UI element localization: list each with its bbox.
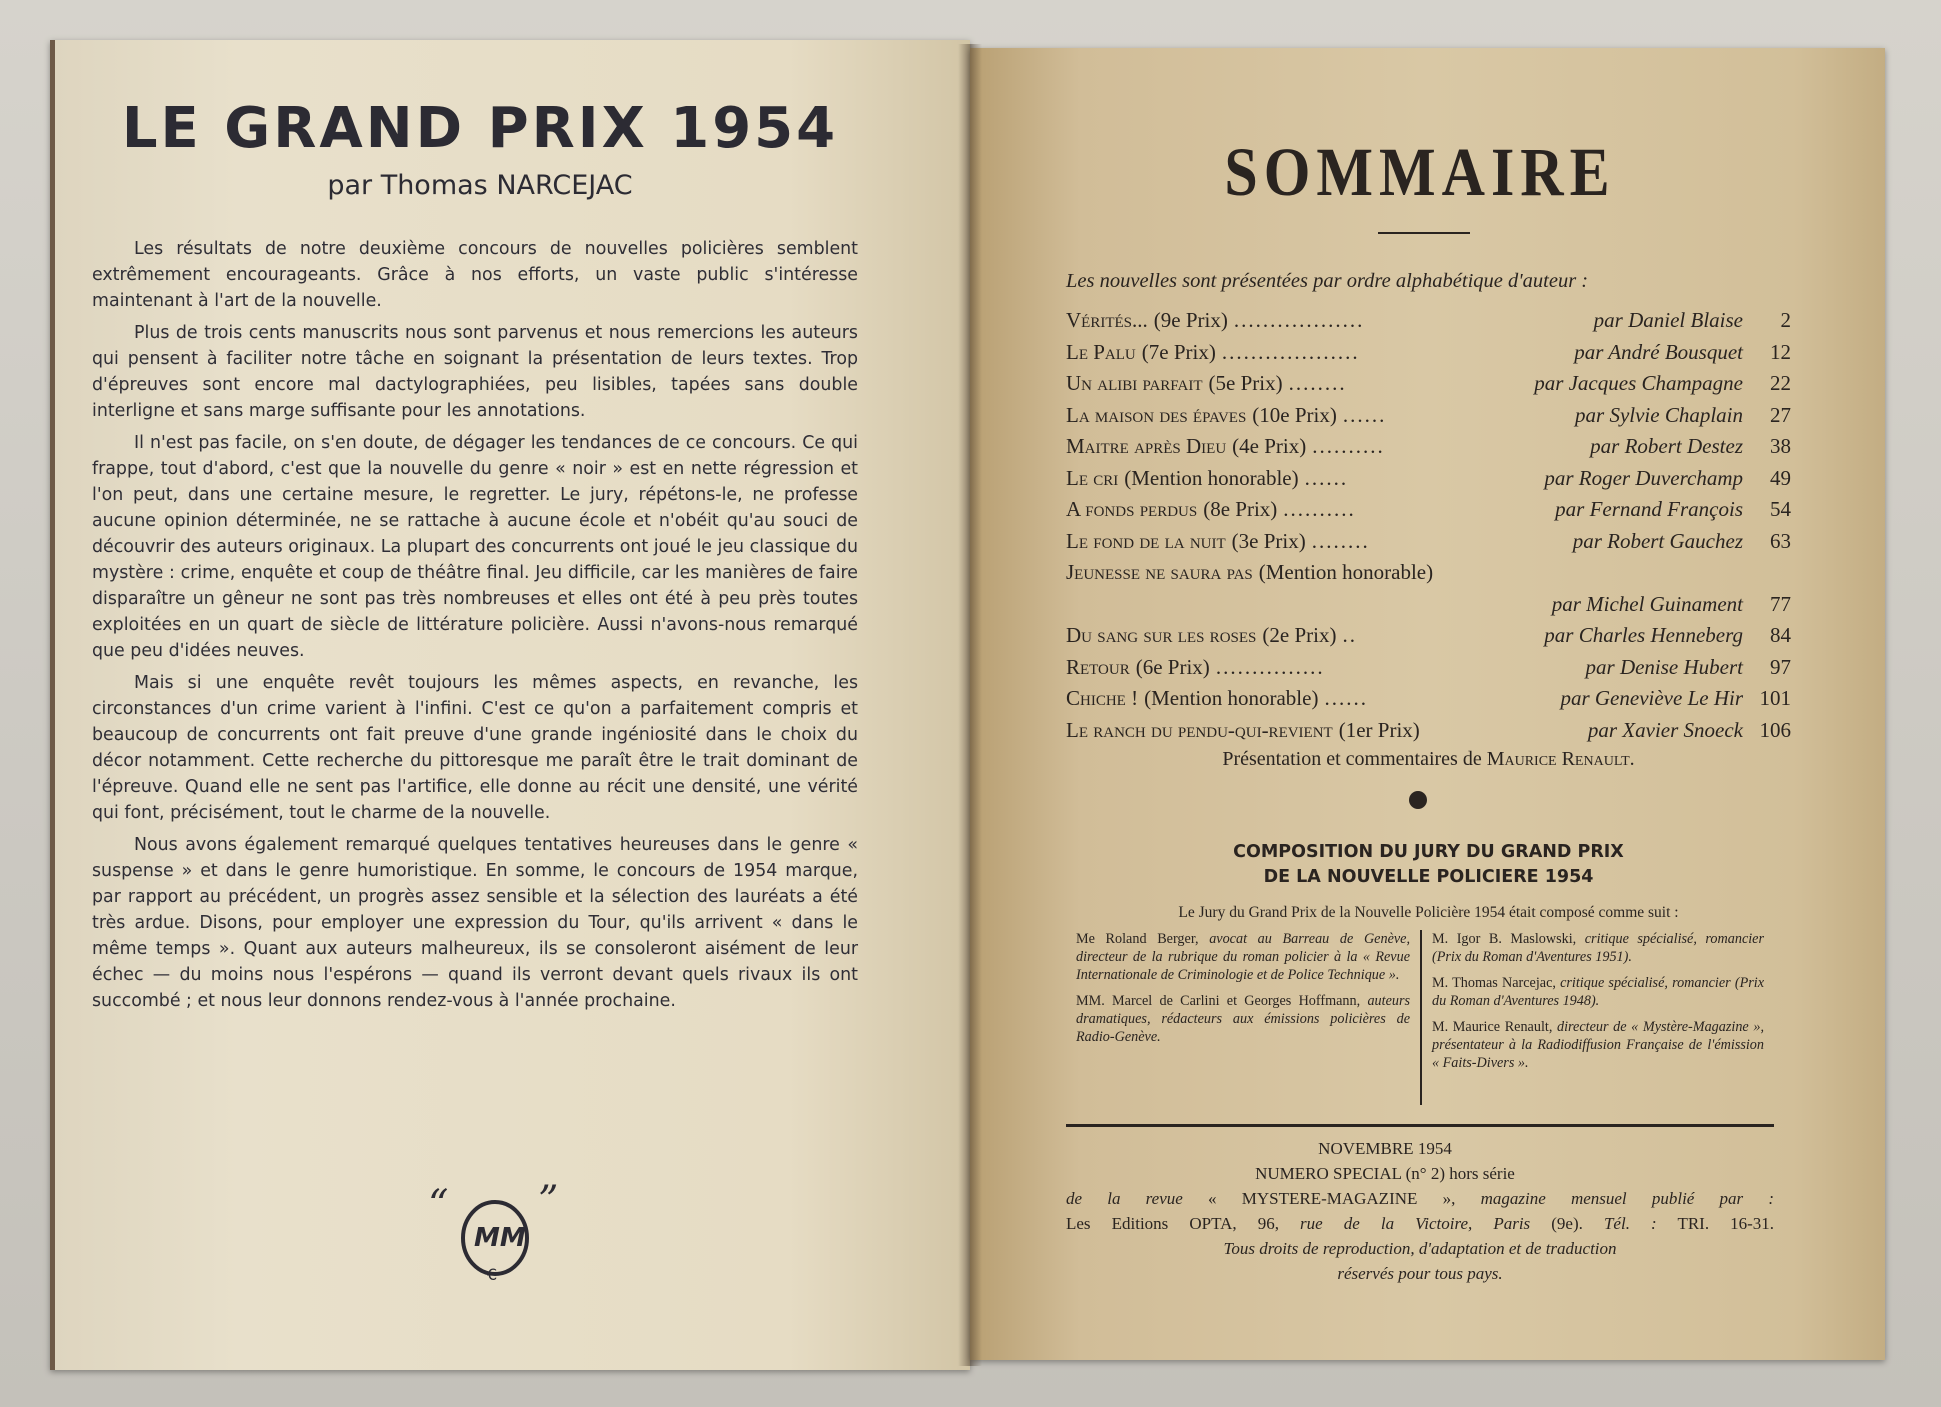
toc-row: Vérités... (9e Prix) .................. par Daniel Blaise 2 <box>1066 308 1791 332</box>
left-page-body <box>92 236 858 1020</box>
issue-number: NUMERO SPECIAL (n° 2) hors série <box>1255 1164 1515 1183</box>
title-divider <box>1378 232 1470 234</box>
jury-member: Me Roland Berger, avocat au Barreau de Genève, directeur de la rubrique du roman policier à la « Revue Internationale de Criminologie et de Police Technique ». <box>1076 931 1411 983</box>
toc-row: Retour (6e Prix) ............... par Denise Hubert 97 <box>1066 654 1791 679</box>
jury-column-right <box>1420 930 1774 1105</box>
jury-column-left <box>1066 930 1420 1105</box>
right-page-title: SOMMAIRE <box>1224 133 1616 210</box>
toc-row: Le ranch du pendu-qui-revient (1er Prix) par Xavier Snoeck 106 <box>1066 717 1791 742</box>
paragraph: Les résultats de notre deuxième concours de nouvelles policières semblent extrêmement encourageants. Grâce à nos efforts, un vaste public s'intéresse maintenant à l'art de la nouvelle. <box>92 239 858 311</box>
revue-line: de la revue « MYSTERE-MAGAZINE », magazine mensuel publié par : <box>1066 1189 1775 1208</box>
logo-quote-close: ” <box>538 1180 559 1224</box>
paragraph: Nous avons également remarqué quelques tentatives heureuses dans le genre « suspense » et dans le genre humoristique. En somme, le concours de 1954 marque, par rapport au précédent, un progrès assez sensible et la sélection des lauréats a été très ardue. Disons, pour employer une expression du Tour, qu'ils arrivent « dans le même temps ». Quant aux auteurs malheureux, ils se consoleront aisément de leur échec — du moins nous l'espérons — quand ils verront devant quels rivaux ils ont succombé ; et nous leur donnons rendez-vous à l'année prochaine. <box>92 835 858 1011</box>
paragraph: Plus de trois cents manuscrits nous sont parvenus et nous remercions les auteurs qui pensent à faciliter notre tâche en soignant la présentation de leurs textes. Trop d'épreuves sont encore mal dactylographiées, peu lisibles, tapées sans double interligne et sans marge suffisante pour les annotations. <box>92 323 858 421</box>
toc-row: Le cri (Mention honorable) ...... par Roger Duverchamp 49 <box>1066 465 1791 490</box>
footer-divider <box>1066 1124 1774 1127</box>
jury-members <box>1066 930 1774 1105</box>
toc-row: Maitre après Dieu (4e Prix) .......... par Robert Destez 38 <box>1066 434 1791 458</box>
book-gutter <box>958 44 982 1366</box>
toc-row-wrapped: Jeunesse ne saura pas (Mention honorable) <box>1066 560 1434 584</box>
jury-member: M. Igor B. Maslowski, critique spécialisé, romancier (Prix du Roman d'Aventures 1951). <box>1432 931 1765 965</box>
toc-row: Du sang sur les roses (2e Prix) .. par Charles Henneberg 84 <box>1066 623 1791 647</box>
toc-intro: Les nouvelles sont présentées par ordre alphabétique d'auteur : <box>1066 270 1589 292</box>
jury-intro: Le Jury du Grand Prix de la Nouvelle Policière 1954 était composé comme suit : <box>1178 904 1679 921</box>
table-of-contents <box>1066 308 1791 749</box>
toc-row: Un alibi parfait (5e Prix) ........ par Jacques Champagne 22 <box>1066 371 1791 395</box>
paragraph: Il n'est pas facile, on s'en doute, de dégager les tendances de ce concours. Ce qui frappe, tout d'abord, c'est que la nouvelle du genre « noir » est en nette régression et l'on peut, dans une certaine mesure, le regretter. Le jury, répétons-le, ne professe aucune opinion déterminée, ne se rattache à aucune école et n'obéit qu'au souci de découvrir des auteurs originaux. La plupart des concurrents ont joué le jeu classique du mystère : crime, enquête et coup de théâtre final. Jeu difficile, car les manières de faire disparaître un gêneur ne sont pas très nombreuses et elles ont été à peu près toutes exploitées en un quart de siècle de littérature policière. Aussi n'avons-nous remarqué que peu d'idées neuves. <box>92 433 858 661</box>
jury-member: M. Maurice Renault, directeur de « Mystère-Magazine », présentateur à la Radiodiffusion Française de l'émission « Faits-Divers ». <box>1432 1019 1764 1071</box>
ornament-bullet <box>1409 791 1427 809</box>
logo-quote-open: “ <box>428 1182 449 1228</box>
publisher-line: Les Editions OPTA, 96, rue de la Victoire, Paris (9e). Tél. : TRI. 16-31. <box>1066 1214 1775 1233</box>
left-page-title: LE GRAND PRIX 1954 <box>121 96 839 161</box>
presentation-credit: Présentation et commentaires de Maurice Renault. <box>1222 748 1635 770</box>
logo-letters: MM <box>474 1223 526 1253</box>
toc-row: Le fond de la nuit (3e Prix) ........ par Robert Gauchez 63 <box>1066 528 1791 553</box>
rights-line-2: réservés pour tous pays. <box>1337 1264 1503 1283</box>
issue-date: NOVEMBRE 1954 <box>1318 1139 1452 1158</box>
jury-heading: COMPOSITION DU JURY DU GRAND PRIX DE LA NOUVELLE POLICIERE 1954 <box>1233 842 1624 887</box>
logo-mark: € <box>487 1265 498 1284</box>
toc-row: La maison des épaves (10e Prix) ...... par Sylvie Chaplain 27 <box>1066 402 1791 427</box>
toc-row: Chiche ! (Mention honorable) ...... par Geneviève Le Hir 101 <box>1066 686 1791 710</box>
rights-line: Tous droits de reproduction, d'adaptation et de traduction <box>1223 1239 1617 1258</box>
left-page-byline: par Thomas NARCEJAC <box>327 170 633 201</box>
jury-member: MM. Marcel de Carlini et Georges Hoffmann, auteurs dramatiques, rédacteurs aux émissions policières de Radio-Genève. <box>1076 993 1410 1045</box>
toc-row: Le Palu (7e Prix) ................... par André Bousquet 12 <box>1066 339 1791 364</box>
toc-row: A fonds perdus (8e Prix) .......... par Fernand François 54 <box>1066 497 1791 521</box>
paragraph: Mais si une enquête revêt toujours les mêmes aspects, en revanche, les circonstances d'un crime varient à l'infini. C'est ce qu'on a parfaitement compris et beaucoup de concurrents ont fait preuve d'une grande ingéniosité dans le choix du décor notamment. Cette recherche du pittoresque me paraît être le trait dominant de l'épreuve. Quand elle ne sent pas l'artifice, elle donne au récit une densité, une vérité qui font, précisément, tout le charme de la nouvelle. <box>92 673 858 823</box>
publication-footer <box>1066 1136 1774 1286</box>
mystere-magazine-logo <box>420 1180 570 1290</box>
toc-row-wrapped-author: par Michel Guinament 77 <box>1551 591 1791 616</box>
jury-member: M. Thomas Narcejac, critique spécialisé, romancier (Prix du Roman d'Aventures 1948). <box>1432 975 1764 1009</box>
